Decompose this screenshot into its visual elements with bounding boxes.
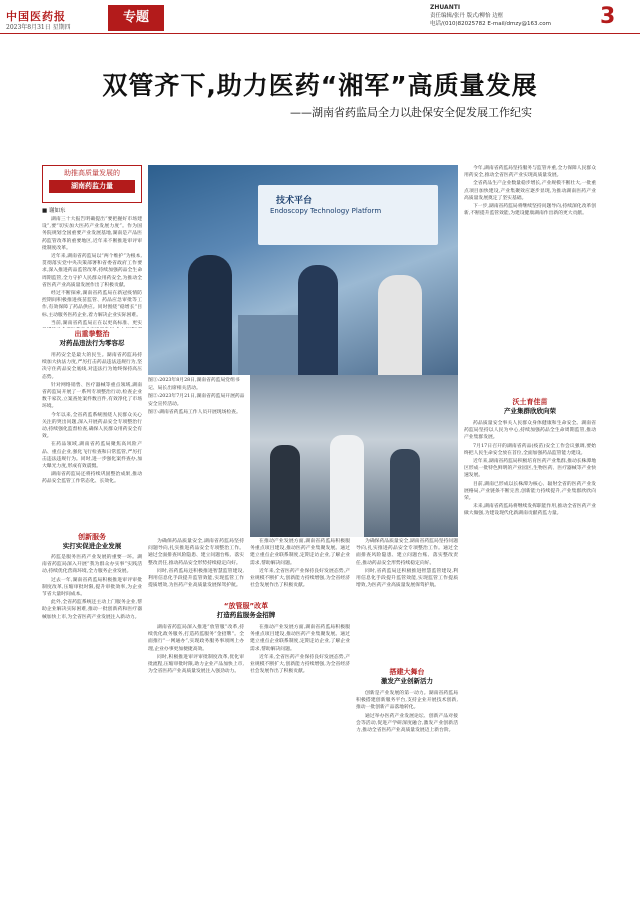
article-column-4b <box>356 538 458 668</box>
caption: 图①:2023年8月28日,湖南省药监局党组书记、局长出席相关活动。 <box>148 378 240 391</box>
paragraph: 为确保药品质量安全,湖南省药监局坚持问题导向,扎实推进药品安全专项整治工作。通过全面排查风险隐患、建立问题台账、落实整改责任,推动药品安全形势持续稳定向好。 <box>356 539 458 566</box>
article-column-9 <box>464 420 596 894</box>
section-heading-1 <box>42 330 142 348</box>
paragraph: 创新是产业发展的第一动力。湖南省药监局积极搭建创新服务平台,支持企业开展技术创新,推动一批创新产品落地转化。 <box>356 691 458 711</box>
column-tag <box>42 165 142 203</box>
issue-date: 2023年8月31日 星期四 <box>6 24 71 31</box>
caption: 图②:2023年7月21日,湖南省药监局开展药品安全宣传活动。 <box>148 394 245 407</box>
article-column-1 <box>42 216 142 328</box>
article-column-6 <box>148 624 244 894</box>
headline: 双管齐下,助力医药“湘军”高质量发展 <box>102 71 538 100</box>
paragraph: 同时,积极推进审评审批制度改革,优化审批流程,压缩审批时限,助力企业产品加快上市,为全省医药产业高质量发展注入强劲动力。 <box>148 654 244 675</box>
article-column-6b <box>250 624 350 894</box>
subheadline: ——湖南省药监局全力以赴保安全促发展工作纪实 <box>290 106 532 119</box>
article-column-2 <box>42 352 142 532</box>
paragraph: 今年以来,全省药监系统围绕人民群众关心关注的突出问题,深入开展药品安全专项整治行动,持续强化监督检查,确保人民群众用药安全有效。 <box>42 412 142 440</box>
section-heading-3 <box>148 602 344 620</box>
paragraph: 在推动产业发展方面,湖南省药监局积极服务重点项目建设,推动医药产业集聚发展。通过建立重点企业联系制度,定期走访企业,了解企业需求,帮助解决问题。 <box>250 539 350 566</box>
paragraph: 全省药品生产企业数量稳步增长,产业规模不断壮大,一批重点项目加快建设,产业集聚效应逐步显现,为推动湖南医药产业高质量发展奠定了坚实基础。 <box>464 181 596 201</box>
paragraph: 经过不断探索,湖南省药监局在新冠疫情防控期间积极推进疫苗监管、药品应急审批等工作,有效保障了药品供应。同时围绕“稳增长”目标,主动服务医药企业,着力解决企业实际困难。 <box>42 291 142 318</box>
paragraph: 近年来,湖南省药监局积极培育医药产业集群,推动长株潭地区形成一批特色鲜明的产业园区,生物医药、医疗器械等产业快速发展。 <box>464 459 596 479</box>
article-column-5 <box>250 538 350 598</box>
photo-person <box>298 265 338 375</box>
contact-line: 电话/(010)82025782 E-mail/dmzy@163.com <box>430 21 551 27</box>
paragraph: 湖南省药监局深入推进“放管服”改革,持续优化政务服务,打造药监服务“金招牌”。全面推行“一网通办”,实现政务服务事项网上办理,企业办事更加便捷高效。 <box>148 625 244 652</box>
heading-line: 创新服务 <box>78 533 106 541</box>
photo-sign-text-en: Endoscopy Technology Platform <box>270 207 382 215</box>
photo-captions <box>148 377 246 417</box>
paragraph: 同时,省药监局还积极推进智慧监管建设,利用信息化手段提升监管效能,实现监管工作提质增效,为医药产业高质量发展保驾护航。 <box>356 568 458 589</box>
paragraph: 下一步,湖南省药监局将继续坚持问题导向,持续深化改革创新,不断提升监管效能,为建设健康湖南作出新的更大贡献。 <box>464 204 596 217</box>
heading-line: 打造药监服务金招牌 <box>216 611 276 619</box>
section-heading-4 <box>356 668 458 686</box>
paragraph: 此外,全省药监系统还主动上门服务企业,帮助企业解决实际困难,推动一批创新药和医疗器械加快上市,为全省医药产业发展注入新动力。 <box>42 600 142 620</box>
photo-person <box>390 449 420 537</box>
paragraph: 湖南省药监局还将持续巩固整治成果,推动药品安全监管工作常态化、长效化。 <box>42 472 142 485</box>
paragraph: 通过举办医药产业发展论坛、创新产品对接会等活动,促进产学研深度融合,激发产业创新活力,推动全省医药产业高质量发展迈上新台阶。 <box>356 713 458 734</box>
heading-line: 搭建大舞台 <box>389 668 425 676</box>
paragraph: 药品质量安全事关人民群众身体健康和生命安全。湖南省药监局坚持以人民为中心,持续加强药品全生命周期监管,推动产业集群发展。 <box>464 421 596 441</box>
heading-line: 产业集群欣欣向荣 <box>504 407 556 415</box>
paragraph: 近年来,全省医药产业保持良好发展态势,产业规模不断扩大,创新能力持续增强,为全省经济社会发展作出了积极贡献。 <box>250 654 350 675</box>
heading-line: 激发产业创新活力 <box>381 677 433 685</box>
photo-equipment <box>238 315 298 375</box>
paragraph: 同时,省药监局还积极推进智慧监管建设,利用信息化手段提升监管效能,实现监管工作提质增效,为医药产业高质量发展保驾护航。 <box>148 568 244 589</box>
section-heading-2 <box>42 533 142 551</box>
paragraph: 针对网络销售、医疗器械等重点领域,湖南省药监局开展了一系列专项整治行动,检查企业数千家次,立案查处案件数百件,有效净化了市场环境。 <box>42 382 142 410</box>
paragraph: 近年来,湖南省药监局以“两个维护”为根本,贯彻落实党中央决策部署和省委省政府工作要求,深入推进药品监管改革,持续加强药品全生命周期监管,全力守护人民群众用药安全,为推动全省医药产业高质量发展作出了积极贡献。 <box>42 254 142 288</box>
article-column-7 <box>356 690 458 894</box>
section-heading-5 <box>464 398 596 416</box>
page-number: 3 <box>600 4 616 29</box>
tag-line-1: 助推高质量发展的 <box>64 169 120 177</box>
article-column-4 <box>148 538 244 598</box>
photo-person <box>188 255 232 375</box>
editor-line: 责任编辑/张丹 版式/柳怡 边框 <box>430 13 504 19</box>
byline: ■ 谢如东 <box>42 208 66 214</box>
heading-line: 沃土育佳苗 <box>512 398 548 406</box>
newspaper-logo: 中国医药报 <box>6 10 66 23</box>
photo-person <box>378 275 422 375</box>
paragraph: 用药安全是最大的民生。湖南省药监局持续加大执法力度,严厉打击药品违法违规行为,坚决守住药品安全底线,对违法行为始终保持高压态势。 <box>42 353 142 380</box>
photo-person <box>330 435 364 537</box>
section-label: 专题 <box>108 5 164 31</box>
paragraph: 今年,湖南省药监局坚持服务与监管并重,全力保障人民群众用药安全,推动全省医药产业实现高质量发展。 <box>464 166 596 179</box>
main-photo <box>148 165 458 375</box>
section-en: ZHUANTI <box>430 4 461 11</box>
heading-line: 对药品违法行为零容忍 <box>59 339 125 347</box>
paragraph: 过去一年,湖南省药监局积极推进审评审批制度改革,压缩审批时限,提升审批效率,为企业节省大量时间成本。 <box>42 577 142 598</box>
paragraph: 在推动产业发展方面,湖南省药监局积极服务重点项目建设,推动医药产业集聚发展。通过建立重点企业联系制度,定期走访企业,了解企业需求,帮助解决问题。 <box>250 625 350 652</box>
heading-line: 出重拳整治 <box>74 330 110 338</box>
paragraph: 为确保药品质量安全,湖南省药监局坚持问题导向,扎实推进药品安全专项整治工作。通过全面排查风险隐患、建立问题台账、落实整改责任,推动药品安全形势持续稳定向好。 <box>148 539 244 566</box>
paragraph: 在药品领域,湖南省药监局聚焦高风险产品、重点企业,强化飞行检查和日常监管,严厉打击违法违规行为。同时,进一步强化案件查办,加大曝光力度,形成有效震慑。 <box>42 442 142 470</box>
heading-line: 实打实促进企业发展 <box>62 542 122 550</box>
paragraph: 未来,湖南省药监局将继续发挥职能作用,推动全省医药产业做大做强,为建设现代化新湖南贡献药监力量。 <box>464 504 596 517</box>
secondary-photo <box>250 375 458 537</box>
heading-line: “放管服”改革 <box>223 602 269 610</box>
tag-line-2: 湖南药监力量 <box>49 180 135 193</box>
paragraph: 目前,湖南已形成以长株潭为核心、辐射全省的医药产业发展格局,产业链条不断完善,创新能力持续提升,产业集群欣欣向荣。 <box>464 481 596 502</box>
paragraph: 近年来,全省医药产业保持良好发展态势,产业规模不断扩大,创新能力持续增强,为全省经济社会发展作出了积极贡献。 <box>250 568 350 589</box>
masthead <box>0 0 640 34</box>
article-column-3 <box>42 554 142 894</box>
photo-person <box>270 445 300 537</box>
paragraph: 当前,湖南省药监局正在以更高标准、更实 <box>51 320 142 326</box>
article-column-8 <box>464 165 596 395</box>
photo-sign-text: 技术平台 <box>276 196 313 206</box>
paragraph: 药监是服务医药产业发展的重要一环。湖南省药监局深入开展“我为群众办实事”实践活动,持续优化营商环境,全力服务企业发展。 <box>42 555 142 575</box>
editor-info <box>430 4 551 28</box>
paragraph: 湖南三十大报告明确提出“要把握好市场建设”,要“切实加大医药产业发展力度”。作为国务院规划全国重要产业发展基地,湖南是产品医药监管改革的重要地区,近年来不断推进审评审批制度改革。 <box>42 217 142 251</box>
caption: 图③:湖南省药监局工作人员开展现场检查。 <box>148 410 241 415</box>
paragraph: 7月17日召开的湖南省药品(疫苗)安全工作会议强调,要始终把人民生命安全放在首位,全面加强药品监管能力建设。 <box>464 443 596 456</box>
